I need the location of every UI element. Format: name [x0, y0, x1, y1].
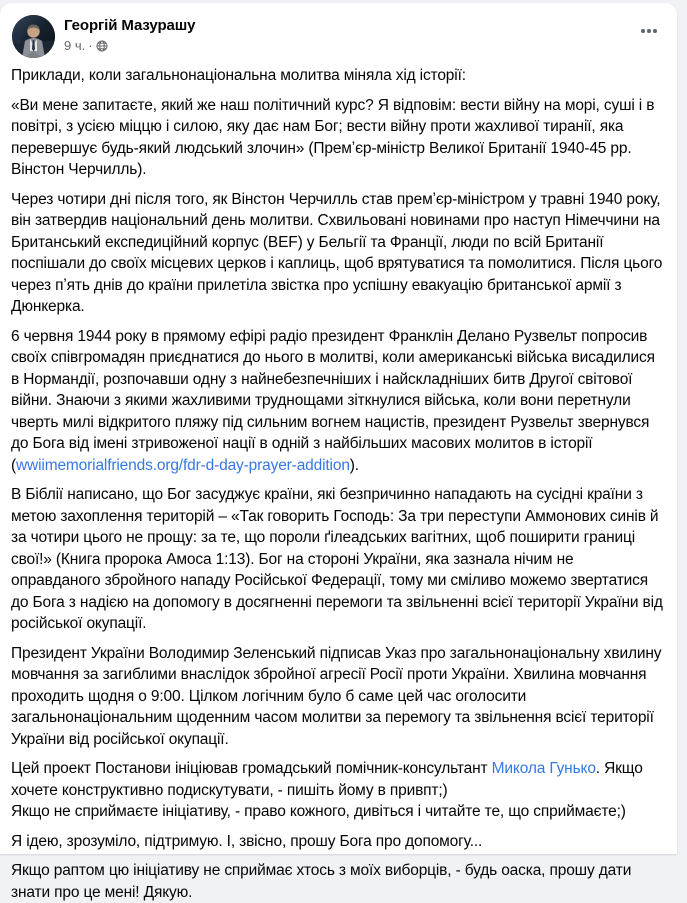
author-name[interactable]: Георгій Мазурашу [64, 17, 196, 34]
more-options-button[interactable] [635, 21, 663, 41]
post-paragraph [11, 643, 666, 751]
post-paragraph [11, 326, 666, 477]
post-content [0, 62, 677, 903]
header-meta-block [64, 15, 195, 54]
post-text: Якщо раптом цю ініціативу не сприймає хтось з моїх виборців, - будь оаска, прошу дати знати про це мені! Дякую. [11, 862, 632, 901]
avatar[interactable] [12, 15, 55, 58]
post-paragraph [11, 758, 666, 823]
inline-link[interactable]: wwiimemorialfriends.org/fdr-d-day-prayer-addition [16, 456, 350, 474]
post-paragraph [11, 189, 666, 318]
post-text: 6 червня 1944 року в прямому ефірі радіо президент Франклін Делано Рузвельт попросив своїх співгромадян приєднатися до нього в молитві, коли американські війська висадилися в Нормандії, розпочавши одну з найнебезпечніших і найскладніших битв Другої світової війни. Знаючи з якими жахливими труднощами зіткнулися війська, коли вони перетнули чверть милі відкритого пляжу під сильним вогнем нацистів, президент Рузвельт звернувся до Бога від імені зтривоженої нації в одній з найбільших масових молитов в історії ( [11, 327, 655, 474]
inline-link[interactable]: Микола Гунько [491, 760, 596, 777]
post-paragraph [11, 860, 666, 903]
post-paragraph [11, 831, 666, 853]
post-text: Приклади, коли загальнонаціональна молитва міняла хід історії: [11, 67, 466, 84]
post-header [0, 3, 677, 62]
ellipsis-icon [641, 29, 657, 33]
post-text: ). [349, 456, 359, 474]
post-text: . Якщо хочете конструктивно подискутувати, - пишіть йому в привпт;) [11, 760, 643, 799]
post-text: «Ви мене запитаєте, який же наш політичний курс? Я відповім: вести війну на морі, суші і в повітрі, з усією міццю і силою, яку дає нам Бог; вести війну проти жахливої тиранії, яка перевершує будь-який людський злочин» (Премʼєр-міністр Великої Британії 1940-45 рр. Вінстон Черчилль). [11, 96, 655, 178]
post-paragraph [11, 95, 666, 181]
avatar-image [12, 15, 55, 58]
timestamp[interactable]: 9 ч. [64, 38, 86, 53]
post-text: Я ідею, зрозуміло, підтримую. І, звісно, прошу Бога про допомогу... [11, 832, 483, 850]
post-paragraph [11, 484, 666, 635]
post-meta-row [64, 37, 195, 54]
post-text: Через чотири дні після того, як Вінстон Черчилль став премʼєр-міністром у травні 1940 року, він затвердив національний день молитви. Схвильовані новинами про наступ Німеччини на Британський експедиційний корпус (BEF) у Бельгії та Франції, люди по всій Британії поспішали до своїх місцевих церков і каплиць, щоб врятуватися та помолитися. Після цього через пʼять днів до країни прилетіла звістка про успішну евакуацію британської армії з Дюнкерка. [11, 190, 663, 315]
post-text: Президент України Володимир Зеленський підписав Указ про загальнонаціональну хвилину мовчання за загиблими внаслідок збройної агресії Росії проти України. Хвилина мовчання проходить щодня о 9:00. Цілком логічним було б саме цей час оголосити загальнонаціональним щоденним часом молитви за перемогу та звільнення всієї території України від російської окупації. [11, 644, 662, 748]
post-card [0, 3, 677, 901]
post-text: Якщо не сприймаєте ініціативу, - право кожного, дивіться і читайте те, що сприймаєте;) [11, 803, 626, 820]
post-paragraph [11, 65, 666, 87]
post-text: Цей проект Постанови ініціював громадський помічник-консультант [11, 760, 492, 777]
meta-separator: · [88, 38, 93, 53]
globe-icon [96, 40, 108, 52]
post-text: В Біблії написано, що Бог засуджує країни, які безпричинно нападають на сусідні країни з метою захоплення територій – «Так говорить Господь: За три переступи Аммонових синів й за чотири цього не прощу: за те, що пороли ґілеадських вагітних, щоб поширити границі свої!» (Книга пророка Амоса 1:13). Бог на стороні України, яка зазнала нічим не оправданого збройного нападу Російської Федерації, тому ми сміливо можемо звертатися до Бога з надією на допомогу в досягненні перемоги та звільненні всієї території України від російської окупації. [11, 486, 663, 632]
